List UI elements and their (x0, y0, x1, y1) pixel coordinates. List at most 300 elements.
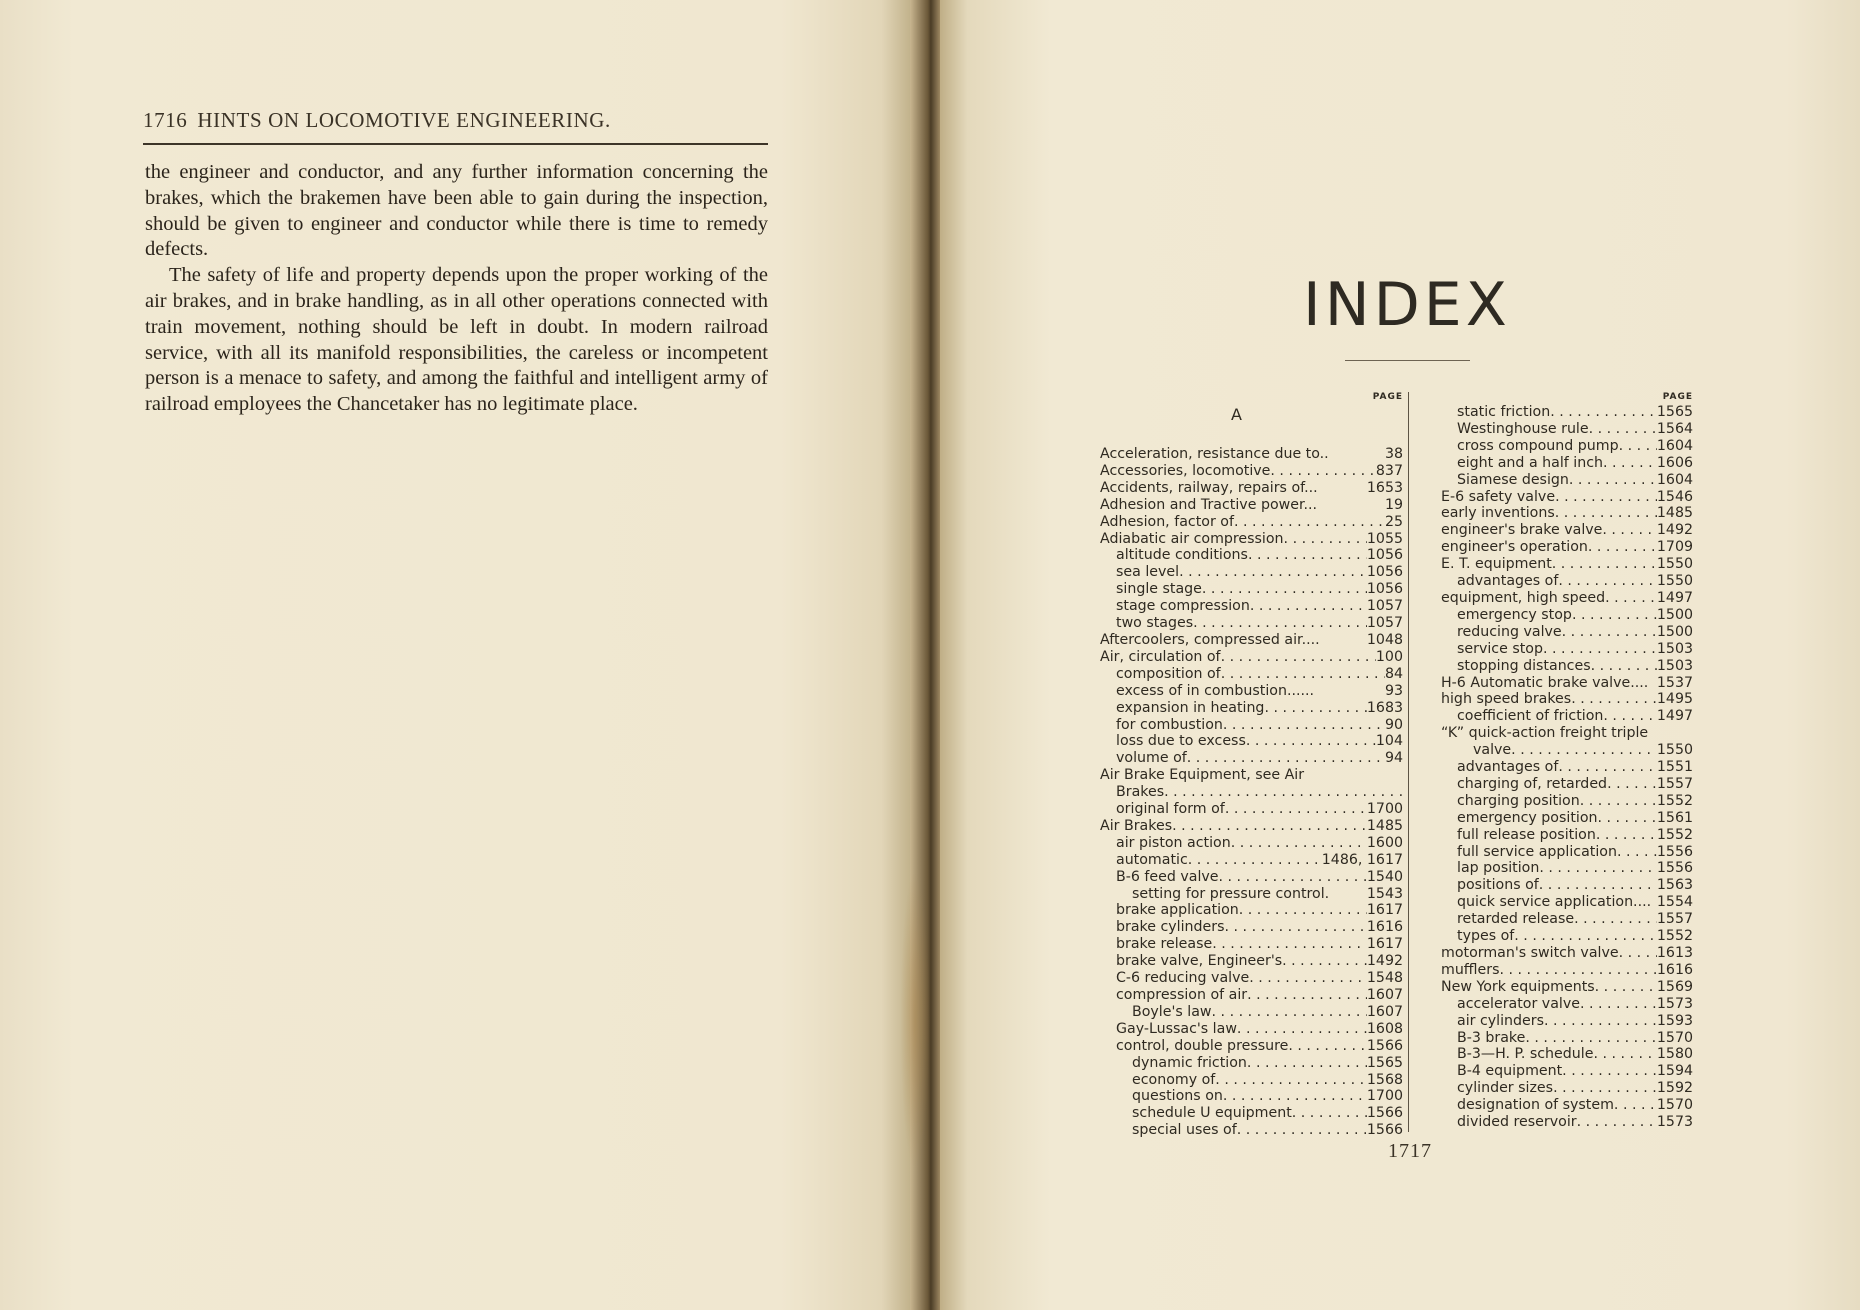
index-entry-page: 1568 (1366, 1071, 1403, 1088)
index-entry-page: 93 (1384, 682, 1403, 699)
index-entry (1441, 1030, 1693, 1047)
dot-leader (1172, 818, 1367, 835)
index-entry (1441, 539, 1693, 556)
index-entry-term: sea level (1116, 564, 1180, 581)
index-entry-term: emergency position (1457, 809, 1598, 826)
index-entry-page: 1552 (1656, 826, 1693, 843)
index-entry (1100, 598, 1403, 615)
index-column-1 (1100, 390, 1403, 1139)
index-entry-term: dynamic friction (1132, 1054, 1247, 1071)
index-entry-page: 100 (1375, 648, 1403, 665)
index-entry-term: excess of in combustion...... (1116, 682, 1315, 699)
index-entry-page: 84 (1384, 665, 1403, 682)
dot-leader (1603, 455, 1657, 472)
index-entry-page: 1503 (1656, 640, 1693, 657)
index-entry-term: motorman's switch valve (1441, 945, 1619, 961)
index-entry-term: retarded release (1457, 911, 1575, 928)
index-entry-term: designation of system (1457, 1097, 1614, 1114)
index-entry-term: charging position (1457, 792, 1580, 809)
dot-leader (1539, 877, 1657, 894)
index-entry-page: 1554 (1656, 894, 1693, 911)
index-entry-term: early inventions (1441, 505, 1555, 522)
index-entry-term: automatic (1116, 851, 1188, 868)
dot-leader (1164, 784, 1403, 801)
index-entry-page: 1617 (1366, 936, 1403, 953)
dot-leader (1514, 928, 1657, 945)
index-entry-page: 94 (1384, 750, 1403, 767)
index-entry-page: 1564 (1656, 420, 1693, 437)
index-entry-page: 19 (1384, 496, 1403, 513)
index-entry-term: static friction (1457, 404, 1551, 420)
index-entry-term: Air, circulation of (1100, 648, 1221, 665)
column-divider (1408, 392, 1409, 1132)
index-entry-term: New York equipments (1441, 978, 1595, 995)
index-entry (1441, 573, 1693, 590)
index-entry-page: 1594 (1656, 1063, 1693, 1080)
index-entry-term: C-6 reducing valve (1116, 970, 1250, 987)
index-entry-term: stopping distances (1457, 657, 1591, 674)
title-rule (1345, 360, 1470, 361)
index-entry-term: B-3 brake (1457, 1029, 1526, 1046)
index-entry (1100, 750, 1403, 767)
index-entry (1100, 632, 1403, 649)
index-entry-term: high speed brakes (1441, 691, 1572, 708)
index-entry-term: economy of (1132, 1071, 1216, 1088)
index-entry (1100, 1122, 1403, 1139)
dot-leader (1552, 556, 1657, 573)
index-entry-page: 1570 (1656, 1097, 1693, 1114)
dot-leader (1589, 421, 1657, 438)
index-entry (1441, 404, 1693, 421)
dot-leader (1193, 615, 1367, 632)
index-entry-term: Siamese design (1457, 471, 1569, 488)
dot-leader (1550, 404, 1657, 421)
dot-leader (1219, 869, 1367, 886)
index-entry (1100, 463, 1403, 480)
index-entry-term: for combustion (1116, 716, 1223, 733)
dot-leader (1603, 708, 1656, 725)
index-entry (1441, 438, 1693, 455)
dot-leader (1605, 590, 1657, 607)
dot-leader (1246, 733, 1376, 750)
index-entry-page: 1492 (1656, 522, 1693, 539)
dot-leader (1562, 624, 1657, 641)
dot-leader (1499, 962, 1656, 979)
dot-leader (1525, 1030, 1657, 1047)
index-entry (1441, 556, 1693, 573)
index-entry-term: full service application (1457, 843, 1617, 860)
index-entry-term: stage compression (1116, 598, 1250, 615)
index-entry-page: 1550 (1656, 556, 1693, 573)
dot-leader (1595, 979, 1657, 996)
index-entry-term: “K” quick-action freight triple (1441, 725, 1649, 742)
dot-leader (1221, 666, 1385, 683)
index-entry-page: 1593 (1656, 1012, 1693, 1029)
index-entry-term: Adhesion, factor of (1100, 513, 1234, 530)
dot-leader (1247, 987, 1367, 1004)
index-entry-page: 25 (1384, 513, 1403, 530)
index-entry-term: altitude conditions (1116, 547, 1248, 564)
index-entry (1100, 683, 1403, 700)
section-letter: A (1231, 405, 1242, 424)
index-entry-term: air cylinders (1457, 1012, 1545, 1029)
dot-leader (1304, 767, 1403, 784)
index-entry-page: 1048 (1366, 631, 1403, 648)
index-entry-term: two stages (1116, 615, 1194, 632)
index-entry-page: 1556 (1656, 843, 1693, 860)
index-entry-term: air piston action (1116, 834, 1231, 851)
index-entry-term: Adiabatic air compression (1100, 530, 1284, 547)
index-entry-page: 1566 (1366, 1037, 1403, 1054)
index-entry-page: 1056 (1366, 564, 1403, 581)
index-entry (1100, 852, 1403, 869)
index-entry-term: coefficient of friction (1457, 708, 1604, 725)
dot-leader (1648, 725, 1693, 742)
index-entry (1100, 987, 1403, 1004)
dot-leader (1577, 1114, 1657, 1131)
index-entry (1100, 446, 1403, 463)
index-entry (1441, 945, 1693, 962)
index-entry-page: 1495 (1656, 691, 1693, 708)
dot-leader (1221, 649, 1376, 666)
index-entry (1441, 810, 1693, 827)
index-entry (1441, 708, 1693, 725)
index-entry-term: Air Brake Equipment, see Air (1100, 767, 1305, 784)
index-entry-page: 1485 (1366, 817, 1403, 834)
index-entry-page: 1057 (1366, 615, 1403, 632)
index-entry-page: 1492 (1366, 953, 1403, 970)
index-entry-page: 1500 (1656, 623, 1693, 640)
index-entry-term: positions of (1457, 877, 1539, 894)
index-entry-page: 1569 (1656, 978, 1693, 995)
index-entry-page: 1486, 1617 (1321, 851, 1403, 868)
index-entry-term: special uses of (1132, 1122, 1237, 1139)
index-entry-page: 1604 (1656, 471, 1693, 488)
index-entry-term: single stage (1116, 581, 1202, 598)
index-title: INDEX (1303, 270, 1511, 340)
index-entry-term: setting for pressure control. (1132, 885, 1330, 902)
dot-leader (1511, 742, 1657, 759)
index-entry (1100, 1004, 1403, 1021)
index-entry (1100, 480, 1403, 497)
section-spacer (1100, 432, 1403, 446)
dot-leader (1619, 438, 1657, 455)
index-entry (1441, 962, 1693, 979)
index-entry-page: 1557 (1656, 911, 1693, 928)
index-entry-term: B-3—H. P. schedule (1457, 1046, 1594, 1063)
index-entry (1441, 691, 1693, 708)
index-entry-term: Brakes (1116, 784, 1165, 801)
index-entry-term: Accessories, locomotive (1100, 462, 1271, 479)
index-entry-page: 1550 (1656, 573, 1693, 590)
index-entry-page: 1565 (1366, 1054, 1403, 1071)
index-entry-term: volume of (1116, 750, 1187, 767)
paragraph-2: The safety of life and property depends upon the proper working of the air brakes, and in brake handling, as in all other operations connected with train movement, nothing should be left in doubt. In modern railroad service, with all its manifold responsibilities, the careless or incompetent person is a menace to safety, and among the faithful and intelligent army of railroad employees the Chancetaker has no legitimate place. (145, 264, 768, 416)
dot-leader (1202, 581, 1367, 598)
index-entry-term: engineer's brake valve (1441, 522, 1603, 539)
index-entry-page: 1552 (1656, 792, 1693, 809)
dot-leader (1648, 675, 1657, 692)
index-entry (1441, 1080, 1693, 1097)
index-entry-page: 1700 (1366, 801, 1403, 818)
dot-leader (1598, 810, 1657, 827)
paragraph-1: the engineer and conductor, and any further information concerning the brakes, which the brakemen have been able to gain during the inspection, should be given to engineer and conductor while there is time to remedy defects. (145, 161, 768, 261)
index-entry (1441, 472, 1693, 489)
index-entry-term: brake valve, Engineer's (1116, 953, 1283, 970)
index-entry-term: divided reservoir (1457, 1114, 1577, 1131)
index-entry-page: 1580 (1656, 1046, 1693, 1063)
index-entry-page: 1607 (1366, 1003, 1403, 1020)
index-entry-page: 1552 (1656, 928, 1693, 945)
index-entry (1100, 886, 1403, 903)
dot-leader (1225, 919, 1367, 936)
index-entry-term: E. T. equipment (1441, 556, 1552, 573)
page-column-label: PAGE (1662, 392, 1693, 402)
dot-leader (1555, 505, 1657, 522)
index-entry (1441, 877, 1693, 894)
page-column-label: PAGE (1372, 392, 1403, 402)
index-entry-page: 1613 (1656, 945, 1693, 961)
dot-leader (1572, 607, 1657, 624)
dot-leader (1553, 1080, 1657, 1097)
index-entry (1100, 1021, 1403, 1038)
index-entry-page: 1551 (1656, 759, 1693, 776)
index-entry-term: advantages of (1457, 759, 1559, 776)
dot-leader (1558, 759, 1657, 776)
index-entry-page: 1683 (1366, 699, 1403, 716)
index-entry-page: 1617 (1366, 902, 1403, 919)
index-entry-term: brake application (1116, 902, 1239, 919)
index-entry-term: advantages of (1457, 573, 1559, 590)
index-entry (1100, 1105, 1403, 1122)
index-entry-page: 1563 (1656, 877, 1693, 894)
folio: 1717 (1388, 1140, 1432, 1162)
dot-leader (1558, 573, 1657, 590)
dot-leader (1250, 598, 1367, 615)
index-entry-term: Accidents, railway, repairs of... (1100, 479, 1318, 496)
index-entry (1441, 725, 1693, 742)
index-entry (1100, 700, 1403, 717)
index-entry-term: service stop (1457, 640, 1543, 657)
dot-leader (1234, 514, 1385, 531)
dot-leader (1555, 489, 1657, 506)
dot-leader (1314, 683, 1385, 700)
index-entry (1441, 1046, 1693, 1063)
left-page-number: 1716 (143, 108, 188, 132)
index-entry-term: brake release (1116, 936, 1213, 953)
index-entry (1100, 547, 1403, 564)
index-entry-term: valve (1473, 742, 1512, 759)
dot-leader (1249, 970, 1367, 987)
dot-leader (1571, 691, 1657, 708)
index-entry-page: 1500 (1656, 606, 1693, 623)
index-entry-term: Westinghouse rule (1457, 420, 1589, 437)
dot-leader (1580, 793, 1657, 810)
left-page (0, 0, 918, 1310)
index-entry (1100, 581, 1403, 598)
index-entry (1441, 996, 1693, 1013)
index-entry (1441, 590, 1693, 607)
dot-leader (1614, 1097, 1657, 1114)
index-entry (1100, 902, 1403, 919)
index-entry-page: 1565 (1656, 404, 1693, 420)
index-entry (1100, 514, 1403, 531)
index-entry-page: 1600 (1366, 834, 1403, 851)
index-entry-page: 1056 (1366, 547, 1403, 564)
dot-leader (1607, 776, 1657, 793)
dot-leader (1237, 1122, 1367, 1139)
index-entry (1441, 1097, 1693, 1114)
index-entry-page: 1537 (1656, 674, 1693, 691)
index-entry-page: 1604 (1656, 437, 1693, 454)
index-entry (1100, 1072, 1403, 1089)
dot-leader (1270, 463, 1376, 480)
index-entry (1441, 607, 1693, 624)
index-entry (1100, 717, 1403, 734)
dot-leader (1562, 1063, 1657, 1080)
index-entry (1441, 928, 1693, 945)
dot-leader (1284, 531, 1367, 548)
dot-leader (1320, 632, 1367, 649)
index-entry-term: quick service application.... (1457, 894, 1652, 911)
dot-leader (1544, 1013, 1657, 1030)
index-entry (1100, 1088, 1403, 1105)
index-entry-term: loss due to excess (1116, 733, 1246, 750)
index-entry-term: Boyle's law (1132, 1003, 1212, 1020)
index-entry (1100, 767, 1403, 784)
index-entry-page: 1055 (1366, 530, 1403, 547)
index-entry-term: schedule U equipment (1132, 1105, 1292, 1122)
index-entry (1441, 759, 1693, 776)
dot-leader (1329, 886, 1367, 903)
index-entry-page: 1616 (1656, 961, 1693, 978)
index-entry (1100, 970, 1403, 987)
index-entry (1100, 919, 1403, 936)
dot-leader (1329, 446, 1385, 463)
index-entry (1441, 455, 1693, 472)
dot-leader (1188, 852, 1322, 869)
running-head-title: HINTS ON LOCOMOTIVE ENGINEERING. (197, 108, 611, 132)
index-entry-term: original form of (1116, 801, 1225, 818)
index-entry (1100, 869, 1403, 886)
index-entry (1441, 844, 1693, 861)
dot-leader (1247, 1055, 1367, 1072)
dot-leader (1318, 480, 1367, 497)
index-entry-page: 1546 (1656, 488, 1693, 505)
index-entry-page: 104 (1375, 733, 1403, 750)
index-entry (1441, 860, 1693, 877)
index-entry-term: eight and a half inch (1457, 454, 1604, 471)
index-entry-page: 1709 (1656, 539, 1693, 556)
index-entry (1100, 784, 1403, 801)
index-entry-term: composition of (1116, 665, 1221, 682)
index-entry (1441, 793, 1693, 810)
index-entry-term: emergency stop (1457, 606, 1572, 623)
index-entry-page: 1616 (1366, 919, 1403, 936)
dot-leader (1602, 522, 1657, 539)
dot-leader (1543, 641, 1657, 658)
dot-leader (1223, 717, 1385, 734)
index-entry-page: 1566 (1366, 1105, 1403, 1122)
dot-leader (1223, 1088, 1367, 1105)
dot-leader (1239, 902, 1367, 919)
dot-leader (1264, 700, 1366, 717)
index-entry (1100, 615, 1403, 632)
index-entry (1441, 911, 1693, 928)
index-entry (1100, 564, 1403, 581)
index-entry (1441, 827, 1693, 844)
index-entry-page: 1056 (1366, 581, 1403, 598)
dot-leader (1212, 1004, 1367, 1021)
index-entry-term: engineer's operation (1441, 539, 1588, 556)
index-entry-term: Gay-Lussac's law (1116, 1020, 1237, 1037)
index-column-2 (1441, 390, 1693, 1131)
dot-leader (1588, 539, 1657, 556)
index-entry-term: accelerator valve (1457, 995, 1580, 1012)
dot-leader (1574, 911, 1657, 928)
index-entry-term: full release position (1457, 826, 1596, 843)
dot-leader (1215, 1072, 1367, 1089)
dot-leader (1619, 945, 1657, 962)
index-entry-term: brake cylinders (1116, 919, 1225, 936)
index-entry-page: 1566 (1366, 1122, 1403, 1139)
index-entry-term: reducing valve (1457, 623, 1562, 640)
dot-leader (1225, 801, 1367, 818)
index-entry (1441, 421, 1693, 438)
dot-leader (1593, 1046, 1656, 1063)
index-entry-page: 1653 (1366, 479, 1403, 496)
index-entry-term: expansion in heating (1116, 699, 1265, 716)
index-entry-page: 1485 (1656, 505, 1693, 522)
index-entry-page: 1570 (1656, 1029, 1693, 1046)
index-entry-page: 837 (1375, 462, 1403, 479)
index-entry-term: equipment, high speed (1441, 589, 1606, 606)
head-rule (143, 143, 768, 145)
index-entry-term: Acceleration, resistance due to.. (1100, 446, 1329, 462)
dot-leader (1617, 844, 1657, 861)
dot-leader (1317, 497, 1385, 514)
index-entry (1441, 624, 1693, 641)
index-entry-page: 1573 (1656, 1114, 1693, 1131)
dot-leader (1580, 996, 1657, 1013)
index-entry-page: 1608 (1366, 1020, 1403, 1037)
page-stain (900, 870, 930, 1170)
index-entry-term: H-6 Automatic brake valve.... (1441, 674, 1649, 691)
index-entry (1100, 818, 1403, 835)
index-entry-page: 1557 (1656, 775, 1693, 792)
index-entry-page: 1497 (1656, 589, 1693, 606)
index-entry (1441, 658, 1693, 675)
index-entry-term: B-6 feed valve (1116, 868, 1219, 885)
index-entry (1441, 979, 1693, 996)
index-entry-term: control, double pressure (1116, 1037, 1289, 1054)
dot-leader (1569, 472, 1657, 489)
index-entry-term: mufflers (1441, 961, 1500, 978)
index-entry (1441, 1114, 1693, 1131)
dot-leader (1237, 1021, 1367, 1038)
index-entry-page: 1503 (1656, 657, 1693, 674)
body-text (145, 160, 768, 418)
dot-leader (1179, 564, 1367, 581)
dot-leader (1282, 953, 1367, 970)
dot-leader (1292, 1105, 1367, 1122)
running-head (143, 108, 611, 133)
index-entry-page: 1592 (1656, 1080, 1693, 1097)
index-entry-term: lap position (1457, 860, 1540, 877)
index-entry-page: 1700 (1366, 1088, 1403, 1105)
index-entry (1441, 522, 1693, 539)
index-entry (1441, 1013, 1693, 1030)
